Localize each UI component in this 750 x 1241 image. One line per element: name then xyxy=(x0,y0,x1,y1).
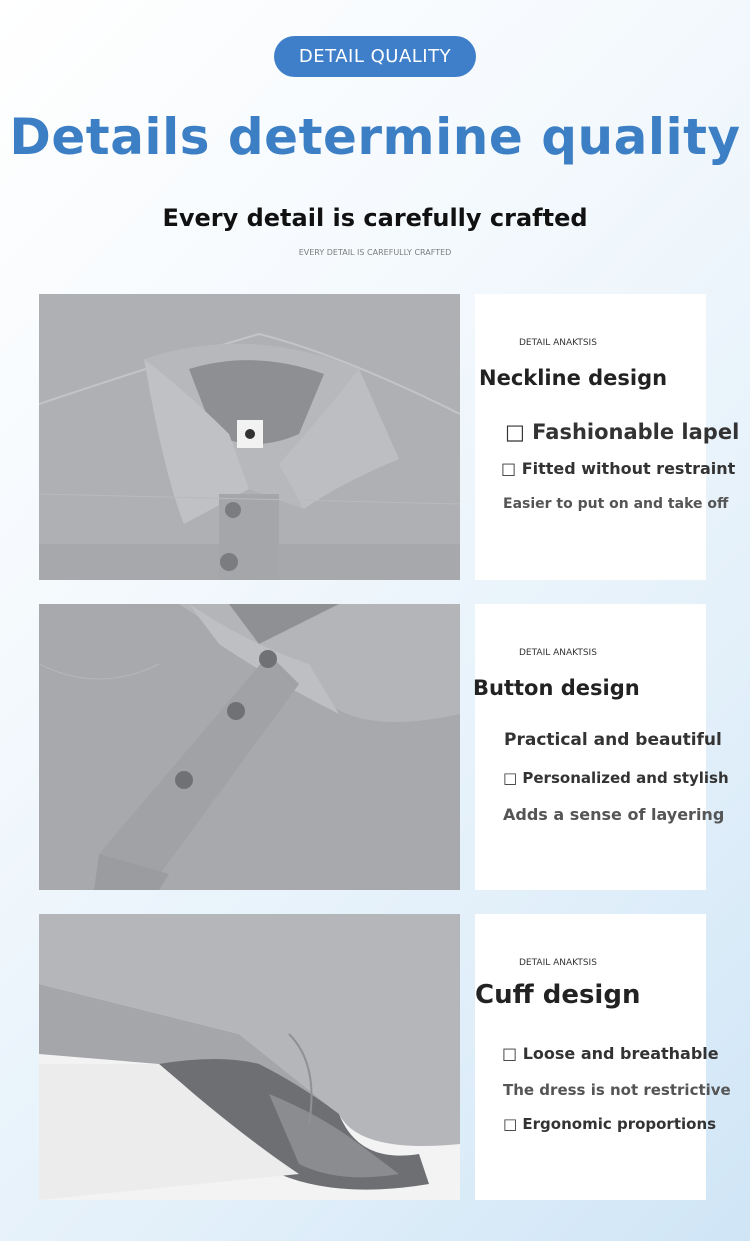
page-subheading: Every detail is carefully crafted xyxy=(162,204,588,232)
neckline-feature-2: □ Fitted without restraint xyxy=(501,459,736,478)
page-headline: Details determine quality xyxy=(9,108,741,166)
button-feature-3: Adds a sense of layering xyxy=(503,805,725,824)
button-tag: DETAIL ANAKTSIS xyxy=(519,648,597,658)
button-title: Button design xyxy=(473,676,640,700)
cuff-feature-2: The dress is not restrictive xyxy=(503,1081,731,1099)
cuff-feature-3: □ Ergonomic proportions xyxy=(503,1115,717,1133)
cuff-photo xyxy=(39,914,460,1200)
cuff-tag: DETAIL ANAKTSIS xyxy=(519,958,597,968)
neckline-title: Neckline design xyxy=(479,366,668,390)
neckline-feature-1: □ Fashionable lapel xyxy=(505,420,740,444)
neckline-tag: DETAIL ANAKTSIS xyxy=(519,338,597,348)
button-feature-1: Practical and beautiful xyxy=(504,730,722,750)
cuff-title: Cuff design xyxy=(475,980,641,1010)
button-card xyxy=(473,604,729,890)
button-feature-2: □ Personalized and stylish xyxy=(503,769,729,787)
neckline-photo xyxy=(39,294,460,580)
detail-quality-badge: DETAIL QUALITY xyxy=(274,36,476,77)
page-subheading-small: EVERY DETAIL IS CAREFULLY CRAFTED xyxy=(298,248,452,257)
button-photo xyxy=(39,604,460,890)
neckline-card xyxy=(475,294,740,580)
cuff-feature-1: □ Loose and breathable xyxy=(502,1044,719,1063)
cuff-card xyxy=(475,914,731,1200)
neckline-feature-3: Easier to put on and take off xyxy=(503,496,729,512)
